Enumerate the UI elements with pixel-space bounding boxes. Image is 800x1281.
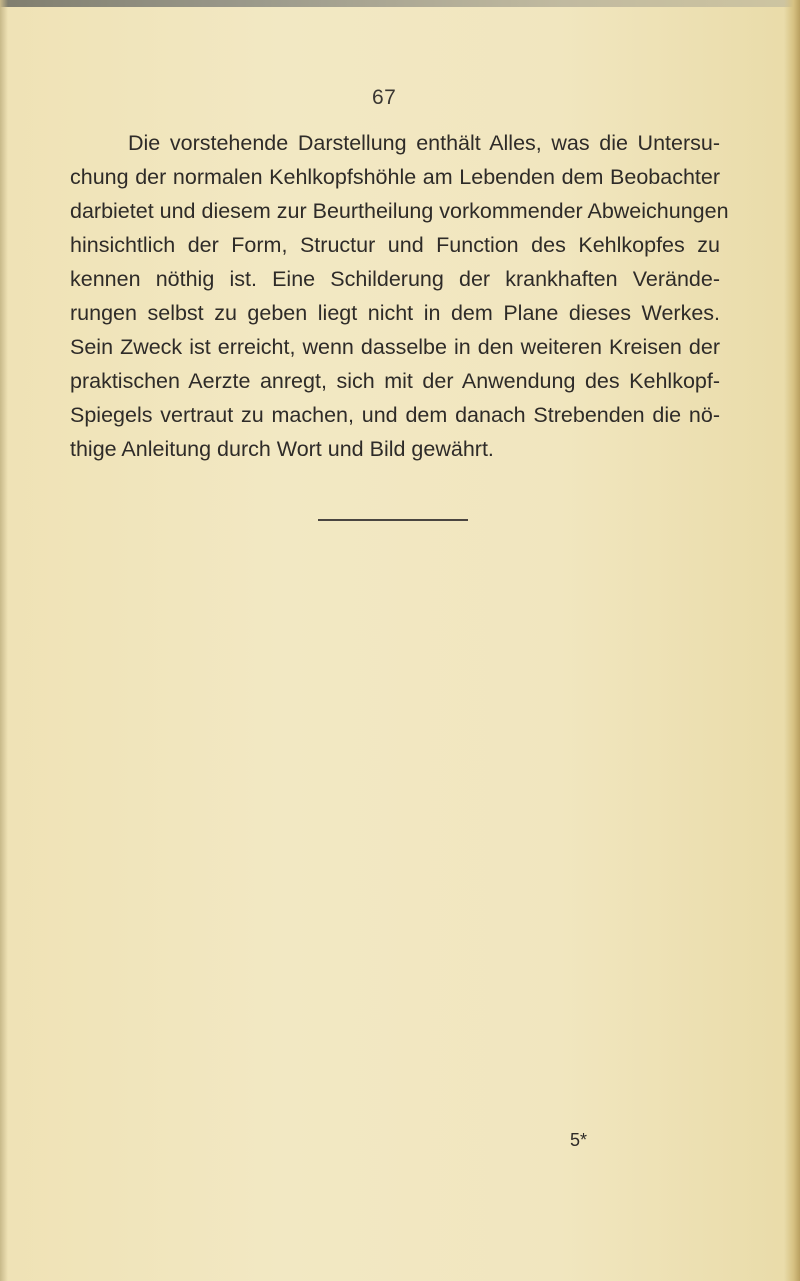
body-paragraph [70,126,729,466]
paragraph-line: darbietet und diesem zur Beurtheilung vorkommender Abweichungen [70,199,729,223]
page-number: 67 [372,86,397,109]
page-top-edge [0,0,800,7]
paragraph-line: hinsichtlich der Form, Structur und Function des Kehlkopfes zu [70,233,720,257]
paragraph-line: chung der normalen Kehlkopfshöhle am Lebenden dem Beobachter [70,165,720,189]
paragraph-line: rungen selbst zu geben liegt nicht in dem Plane dieses Werkes. [70,301,720,325]
paragraph-line: Sein Zweck ist erreicht, wenn dasselbe in den weiteren Kreisen der [70,335,720,359]
section-divider [318,519,468,521]
paragraph-line: Die vorstehende Darstellung enthält Alles, was die Untersu- [128,131,720,155]
paragraph-line: Spiegels vertraut zu machen, und dem danach Strebenden die nö- [70,403,720,427]
paragraph-line: kennen nöthig ist. Eine Schilderung der krankhaften Verände- [70,267,720,291]
page-left-shadow [0,0,8,1281]
signature-mark: 5* [570,1130,588,1150]
paragraph-line: thige Anleitung durch Wort und Bild gewährt. [70,437,494,461]
page-right-edge [784,0,800,1281]
paragraph-line: praktischen Aerzte anregt, sich mit der Anwendung des Kehlkopf- [70,369,720,393]
